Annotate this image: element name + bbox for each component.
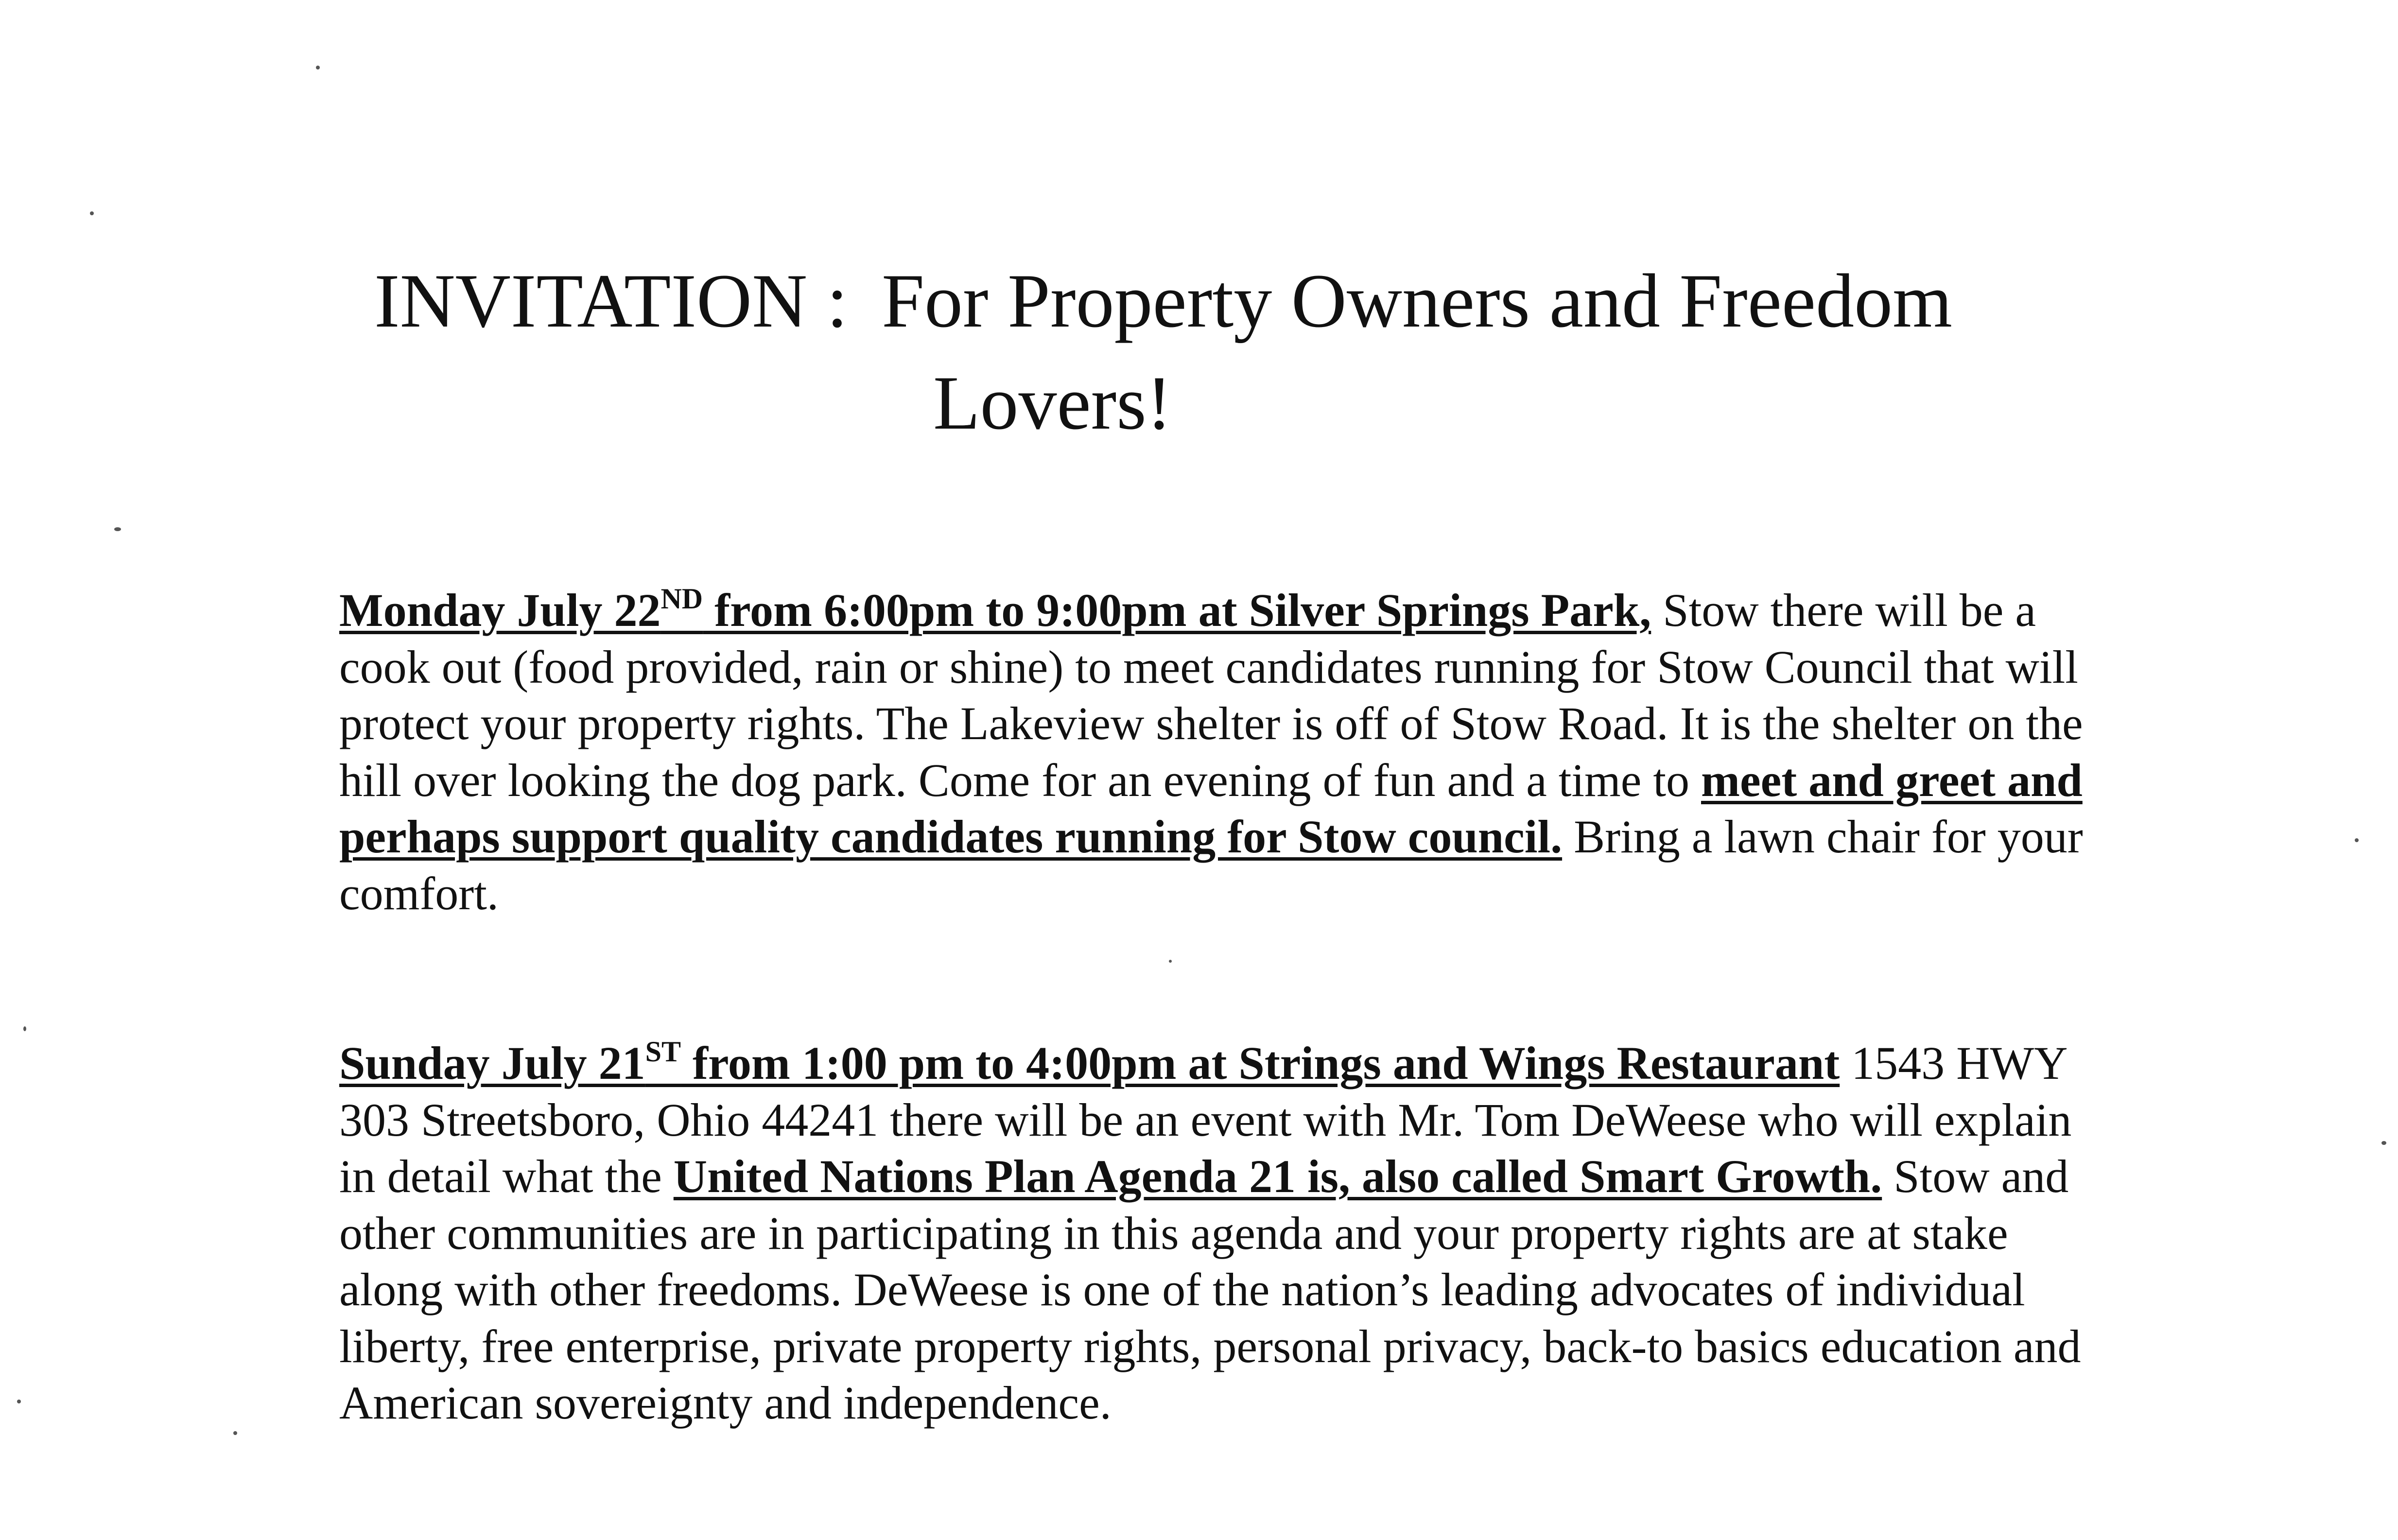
sunday-heading-rest: from 1:00 pm to 4:00pm at Strings and Wings Restaurant <box>681 1037 1840 1089</box>
sunday-heading-suffix: ST <box>645 1036 681 1068</box>
monday-emphasis: meet and greet and perhaps support quality candidates running for Stow council. <box>339 754 2083 863</box>
scan-speck <box>1169 960 1172 963</box>
sunday-body-1: 1543 HWY 303 Streetsboro, Ohio 44241 there will be an event with Mr. Tom DeWeese who will explain in detail what the <box>339 1037 2072 1202</box>
monday-body-2: Bring a lawn chair for your comfort. <box>339 811 2083 919</box>
monday-event-heading <box>339 584 1651 636</box>
sunday-heading-day: Sunday July 21 <box>339 1037 645 1089</box>
scan-speck <box>90 211 94 215</box>
title-separator: : <box>826 259 848 344</box>
scan-speck <box>17 1400 21 1403</box>
title-line-2: Lovers! <box>933 361 1172 446</box>
scan-speck <box>233 1431 237 1435</box>
monday-heading-rest: from 6:00pm to 9:00pm at Silver Springs Park, <box>703 584 1651 636</box>
scan-speck <box>316 66 320 69</box>
scan-speck <box>23 1026 26 1031</box>
invitation-title <box>374 250 2124 454</box>
scan-speck <box>114 527 121 531</box>
scan-speck <box>2381 1141 2386 1145</box>
sunday-event-paragraph <box>339 1035 2089 1432</box>
monday-heading-suffix: ND <box>660 583 703 615</box>
monday-heading-day: Monday July 22 <box>339 584 661 636</box>
sunday-event-heading <box>339 1037 1840 1089</box>
sunday-emphasis: United Nations Plan Agenda 21 is, also called Smart Growth. <box>673 1150 1882 1202</box>
sunday-body-2: Stow and other communities are in participating in this agenda and your property rights are at stake along with other freedoms. DeWeese is one of the nation’s leading advocates of individual liberty, free enterprise, private property rights, personal privacy, back-to basics education and American sovereignty and independence. <box>339 1150 2081 1429</box>
title-line-1: For Property Owners and Freedom <box>882 259 1952 344</box>
monday-body-1: Stow there will be a cook out (food provided, rain or shine) to meet candidates running for Stow Council that will protect your property rights. The Lakeview shelter is off of Stow Road. It is the shelter on the hill over looking the dog park. Come for an evening of fun and a time to <box>339 584 2083 806</box>
title-label: INVITATION <box>374 259 808 344</box>
monday-event-paragraph <box>339 582 2089 922</box>
scan-speck <box>2355 838 2359 842</box>
